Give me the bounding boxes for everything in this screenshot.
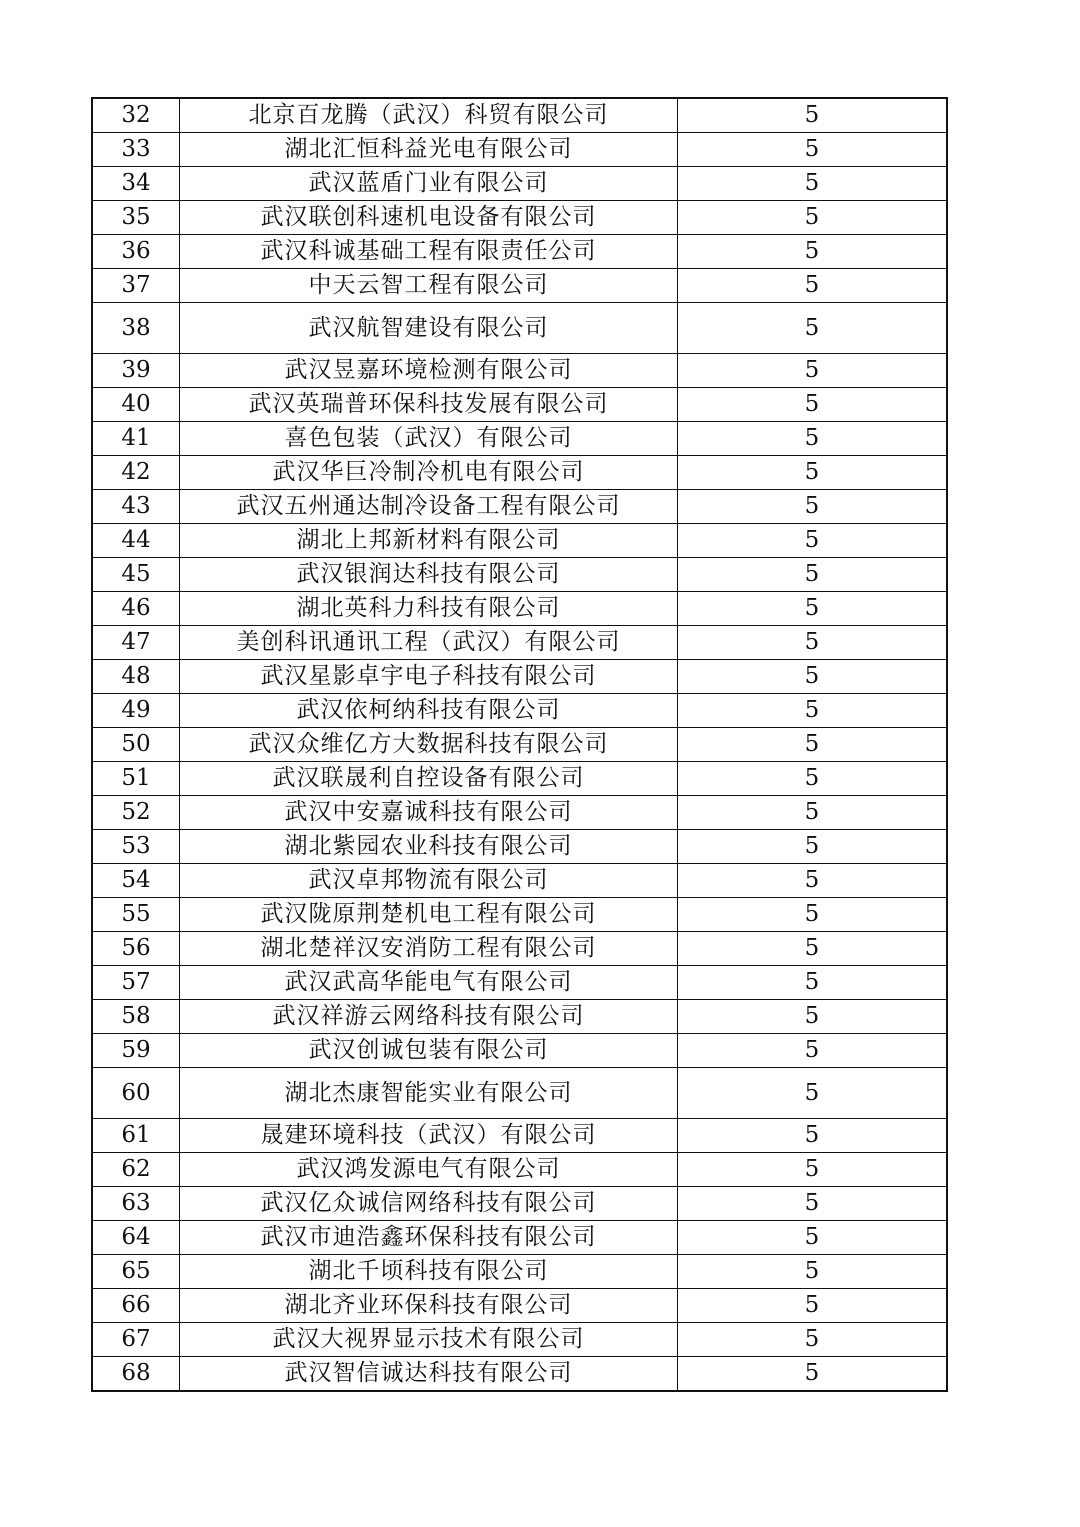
row-number-cell: 46	[92, 592, 180, 626]
score-cell: 5	[678, 626, 948, 660]
company-name-cell: 武汉陇原荆楚机电工程有限公司	[180, 898, 678, 932]
row-number-cell: 65	[92, 1255, 180, 1289]
score-cell: 5	[678, 1153, 948, 1187]
table-row	[92, 830, 947, 864]
score-cell: 5	[678, 728, 948, 762]
company-name-cell: 武汉昱嘉环境检测有限公司	[180, 354, 678, 388]
table-row	[92, 1187, 947, 1221]
company-name-cell: 喜色包装（武汉）有限公司	[180, 422, 678, 456]
row-number-cell: 61	[92, 1119, 180, 1153]
row-number-cell: 47	[92, 626, 180, 660]
row-number-cell: 49	[92, 694, 180, 728]
score-cell: 5	[678, 98, 948, 133]
score-cell: 5	[678, 660, 948, 694]
row-number-cell: 34	[92, 167, 180, 201]
company-name-cell: 武汉航智建设有限公司	[180, 303, 678, 354]
row-number-cell: 45	[92, 558, 180, 592]
row-number-cell: 62	[92, 1153, 180, 1187]
company-name-cell: 武汉智信诚达科技有限公司	[180, 1357, 678, 1392]
table-row	[92, 167, 947, 201]
table-row	[92, 728, 947, 762]
score-cell: 5	[678, 558, 948, 592]
company-name-cell: 美创科讯通讯工程（武汉）有限公司	[180, 626, 678, 660]
score-cell: 5	[678, 1000, 948, 1034]
row-number-cell: 57	[92, 966, 180, 1000]
company-name-cell: 武汉五州通达制冷设备工程有限公司	[180, 490, 678, 524]
score-cell: 5	[678, 1255, 948, 1289]
row-number-cell: 43	[92, 490, 180, 524]
score-cell: 5	[678, 167, 948, 201]
table-row	[92, 864, 947, 898]
table-row	[92, 1255, 947, 1289]
table-row	[92, 592, 947, 626]
row-number-cell: 51	[92, 762, 180, 796]
company-name-cell: 武汉华巨冷制冷机电有限公司	[180, 456, 678, 490]
company-name-cell: 武汉依柯纳科技有限公司	[180, 694, 678, 728]
company-name-cell: 武汉中安嘉诚科技有限公司	[180, 796, 678, 830]
table-row	[92, 966, 947, 1000]
table-row	[92, 1119, 947, 1153]
company-name-cell: 湖北千顷科技有限公司	[180, 1255, 678, 1289]
row-number-cell: 35	[92, 201, 180, 235]
table-row	[92, 269, 947, 303]
company-name-cell: 湖北汇恒科益光电有限公司	[180, 133, 678, 167]
company-name-cell: 湖北英科力科技有限公司	[180, 592, 678, 626]
table-row	[92, 762, 947, 796]
score-cell: 5	[678, 762, 948, 796]
score-cell: 5	[678, 932, 948, 966]
score-cell: 5	[678, 1034, 948, 1068]
row-number-cell: 48	[92, 660, 180, 694]
row-number-cell: 55	[92, 898, 180, 932]
table-row	[92, 201, 947, 235]
company-name-cell: 武汉联晟利自控设备有限公司	[180, 762, 678, 796]
table-row	[92, 660, 947, 694]
row-number-cell: 64	[92, 1221, 180, 1255]
score-cell: 5	[678, 235, 948, 269]
row-number-cell: 56	[92, 932, 180, 966]
score-cell: 5	[678, 388, 948, 422]
table-row	[92, 694, 947, 728]
table-row	[92, 1323, 947, 1357]
row-number-cell: 66	[92, 1289, 180, 1323]
score-cell: 5	[678, 1068, 948, 1119]
score-cell: 5	[678, 796, 948, 830]
score-cell: 5	[678, 490, 948, 524]
score-cell: 5	[678, 133, 948, 167]
table-row	[92, 490, 947, 524]
company-name-cell: 湖北楚祥汉安消防工程有限公司	[180, 932, 678, 966]
row-number-cell: 44	[92, 524, 180, 558]
row-number-cell: 37	[92, 269, 180, 303]
company-table-body	[92, 98, 947, 1391]
table-row	[92, 354, 947, 388]
score-cell: 5	[678, 898, 948, 932]
company-name-cell: 武汉亿众诚信网络科技有限公司	[180, 1187, 678, 1221]
table-row	[92, 898, 947, 932]
row-number-cell: 42	[92, 456, 180, 490]
row-number-cell: 63	[92, 1187, 180, 1221]
company-name-cell: 晟建环境科技（武汉）有限公司	[180, 1119, 678, 1153]
table-row	[92, 796, 947, 830]
score-cell: 5	[678, 456, 948, 490]
score-cell: 5	[678, 1119, 948, 1153]
table-row	[92, 524, 947, 558]
table-row	[92, 303, 947, 354]
row-number-cell: 41	[92, 422, 180, 456]
company-name-cell: 湖北齐业环保科技有限公司	[180, 1289, 678, 1323]
score-cell: 5	[678, 1221, 948, 1255]
score-cell: 5	[678, 966, 948, 1000]
score-cell: 5	[678, 830, 948, 864]
row-number-cell: 40	[92, 388, 180, 422]
score-cell: 5	[678, 1323, 948, 1357]
score-cell: 5	[678, 864, 948, 898]
score-cell: 5	[678, 422, 948, 456]
score-cell: 5	[678, 1357, 948, 1392]
table-row	[92, 1068, 947, 1119]
row-number-cell: 32	[92, 98, 180, 133]
company-name-cell: 武汉市迪浩鑫环保科技有限公司	[180, 1221, 678, 1255]
score-cell: 5	[678, 592, 948, 626]
company-name-cell: 武汉英瑞普环保科技发展有限公司	[180, 388, 678, 422]
score-cell: 5	[678, 694, 948, 728]
company-name-cell: 武汉联创科速机电设备有限公司	[180, 201, 678, 235]
table-row	[92, 1153, 947, 1187]
score-cell: 5	[678, 201, 948, 235]
row-number-cell: 36	[92, 235, 180, 269]
row-number-cell: 39	[92, 354, 180, 388]
company-name-cell: 武汉卓邦物流有限公司	[180, 864, 678, 898]
table-row	[92, 1221, 947, 1255]
table-row	[92, 388, 947, 422]
company-name-cell: 武汉科诚基础工程有限责任公司	[180, 235, 678, 269]
company-table	[91, 97, 948, 1392]
table-row	[92, 133, 947, 167]
company-name-cell: 武汉大视界显示技术有限公司	[180, 1323, 678, 1357]
company-name-cell: 湖北杰康智能实业有限公司	[180, 1068, 678, 1119]
table-row	[92, 235, 947, 269]
company-name-cell: 武汉众维亿方大数据科技有限公司	[180, 728, 678, 762]
table-row	[92, 422, 947, 456]
row-number-cell: 54	[92, 864, 180, 898]
table-row	[92, 558, 947, 592]
company-name-cell: 武汉鸿发源电气有限公司	[180, 1153, 678, 1187]
table-row	[92, 1000, 947, 1034]
row-number-cell: 67	[92, 1323, 180, 1357]
company-name-cell: 湖北紫园农业科技有限公司	[180, 830, 678, 864]
company-name-cell: 湖北上邦新材料有限公司	[180, 524, 678, 558]
row-number-cell: 52	[92, 796, 180, 830]
table-row	[92, 98, 947, 133]
row-number-cell: 53	[92, 830, 180, 864]
company-name-cell: 中天云智工程有限公司	[180, 269, 678, 303]
row-number-cell: 68	[92, 1357, 180, 1392]
score-cell: 5	[678, 1187, 948, 1221]
company-name-cell: 武汉银润达科技有限公司	[180, 558, 678, 592]
score-cell: 5	[678, 524, 948, 558]
company-name-cell: 北京百龙腾（武汉）科贸有限公司	[180, 98, 678, 133]
company-name-cell: 武汉蓝盾门业有限公司	[180, 167, 678, 201]
table-row	[92, 932, 947, 966]
table-row	[92, 456, 947, 490]
row-number-cell: 60	[92, 1068, 180, 1119]
row-number-cell: 50	[92, 728, 180, 762]
table-row	[92, 626, 947, 660]
row-number-cell: 58	[92, 1000, 180, 1034]
company-name-cell: 武汉武高华能电气有限公司	[180, 966, 678, 1000]
table-row	[92, 1357, 947, 1392]
company-name-cell: 武汉创诚包装有限公司	[180, 1034, 678, 1068]
table-row	[92, 1034, 947, 1068]
row-number-cell: 59	[92, 1034, 180, 1068]
table-row	[92, 1289, 947, 1323]
row-number-cell: 38	[92, 303, 180, 354]
score-cell: 5	[678, 1289, 948, 1323]
row-number-cell: 33	[92, 133, 180, 167]
score-cell: 5	[678, 269, 948, 303]
company-name-cell: 武汉星影卓宇电子科技有限公司	[180, 660, 678, 694]
score-cell: 5	[678, 354, 948, 388]
score-cell: 5	[678, 303, 948, 354]
company-name-cell: 武汉祥游云网络科技有限公司	[180, 1000, 678, 1034]
